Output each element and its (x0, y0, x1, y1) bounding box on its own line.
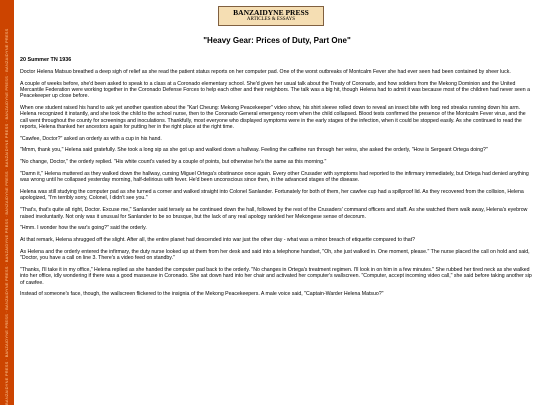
paragraph: "That's, that's quite all right, Doctor. Excuse me," Sanlander said tersely as he continued down the hall, followed by the rest of the Crusaders' command officers and staff. As she watched them walk away, Helena's eyebrow raised involuntarily. Not only was it unusual for Sanlander to be so brusque, but the lack of any real apology rankled her Mekongese sense of decorum. (20, 207, 528, 220)
page-title: "Heavy Gear: Prices of Duty, Part One" (203, 36, 351, 45)
sidebar (0, 0, 14, 405)
article-body (20, 57, 534, 303)
paragraph: As Helena and the orderly entered the infirmary, the duty nurse looked up at them from her desk and said into a telephone handset, "Oh, she just walked in. One moment, please." The nurse placed the call on hold and said, "Doctor, you have a call on line 3. There's a video feed on standby." (20, 248, 530, 262)
paragraph: "Damn it," Helena muttered as they walked down the hallway, cursing Miguel Ortega's obstinance once again. Every other Crusader with symptoms had reported to the infirmary immediately, but Ortega had denied anything was wrong until he collapsed yesterday morning, half-delirious with fever. He'd been unconscious since then, in the advanced stages of the disease. (20, 171, 529, 184)
paragraph: "Cawfee, Doctor?" asked an orderly as with a cup in his hand. (20, 135, 162, 142)
paragraph: Helena was still studying the computer pad as she turned a corner and walked straight into Colonel Sanlander. Fortunately for both of them, her cawfee cup had a spillproof lid. As they recovered from the collision, Helena apologized, "I'm terribly sorry, Colonel, I didn't see you." (20, 189, 524, 202)
banner-title: BANZAIDYNE PRESS (233, 8, 309, 17)
paragraph: "Thanks, I'll take it in my office," Helena replied as she handed the computer pad back to the orderly. "No changes in Ortega's treatment regimen. I'll look in on him in a few minutes." She rubbed her tired neck as she walked into her office, idly wondering if there was a good masseuse in Coronado. She sat down hard into her chair and activated her computer's wallscreen. "Computer, accept incoming video call," she said before taking another sip of cawfee. (20, 267, 532, 286)
paragraph: Instead of someone's face, though, the wallscreen flickered to the insignia of the Mekong Peacekeepers. A male voice said, "Captain-Warder Helena Matsuo?" (20, 291, 384, 298)
paragraph: "Hmm. I wonder how the war's going?" said the orderly. (20, 225, 147, 232)
paragraph: At that remark, Helena shrugged off the slight. After all, the entire planet had descended into war just the other day - what was a minor breach of etiquette compared to that? (20, 237, 415, 244)
paragraph: When one student raised his hand to ask yet another question about the "Karl Cheung: Mekong Peacekeeper" video show, his shirt sleeve rolled down to reveal an insect bite with long red streaks running down his arm. Helena recognized it instantly, and she took the child to the school nurse, then to the Coronado General emergency room when the child collapsed. Blood tests confirmed the presence of the Montcalm Fever virus, and the call went throughout the county for screenings and inoculations. Thankfully, most everyone who displayed symptoms were in the early stages of the infection, when it could be stopped easily. As she continued to read the reports, Helena thanked her ancestors again for putting her in the right place at the right time. (20, 104, 526, 130)
banner-subtitle: ARTICLES & ESSAYS (246, 17, 296, 22)
site-banner[interactable] (218, 6, 324, 26)
paragraph: "Mmm, thank you," Helena said gratefully. She took a long sip as she got up and walked down a hallway. Feeling the caffeine run through her veins, she asked the orderly, "How is Sergeant Ortega doing?" (20, 147, 488, 154)
sidebar-label: BANZAIDYNE PRESS · BANZAIDYNE PRESS · BANZAIDYNE PRESS · BANZAIDYNE PRESS · BANZAIDYNE PRESS · BANZAIDYNE PRESS · BANZAIDYNE PRESS · BANZAIDYNE PRESS (4, 28, 9, 405)
paragraph: A couple of weeks before, she'd been asked to speak to a class at a Coronado elementary school. She'd given her usual talk about the Treaty of Coronado, and how soldiers from the Mekong Dominion and the United Mercantile Federation were working together in the Coronado Defense Forces to help each other and their neighbors. The talk was a big hit, though Helena had to admit it was because most of the children had never seen a Peacekeeper up close before. (20, 80, 531, 100)
paragraph: Doctor Helena Matsuo breathed a deep sigh of relief as she read the patient status reports on her computer pad. One of the worst outbreaks of Montcalm Fever she had ever seen had been contained by sheer luck. (20, 68, 511, 75)
dateline: 20 Summer TN 1936 (20, 57, 72, 63)
paragraph: "No change, Doctor," the orderly replied. "His white count's varied by a couple of points, but otherwise he's the same as this morning." (20, 159, 327, 166)
